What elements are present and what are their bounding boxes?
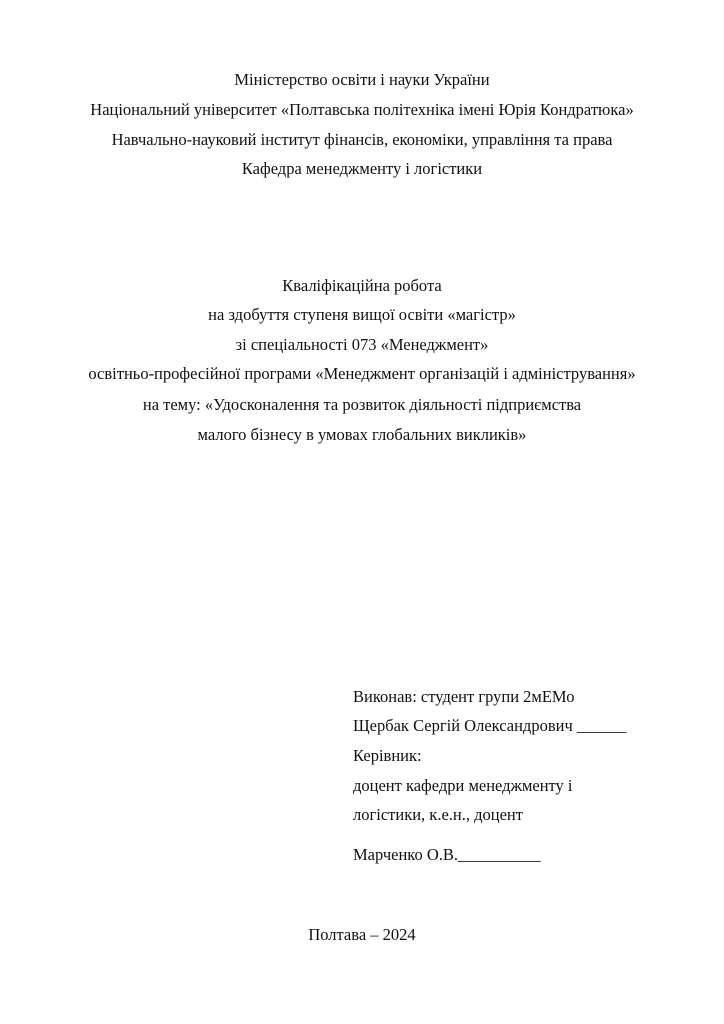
- supervisor-position-2: логістики, к.е.н., доцент: [353, 805, 523, 824]
- university-line: Національний університет «Полтавська політехніка імені Юрія Кондратюка»: [90, 100, 634, 119]
- work-type-line: Кваліфікаційна робота: [282, 276, 442, 295]
- supervisor-position-1: доцент кафедри менеджменту і: [353, 776, 573, 795]
- place-year: Полтава – 2024: [308, 925, 416, 944]
- performer-label: Виконав: студент групи 2мЕМо: [353, 687, 575, 706]
- department-line: Кафедра менеджменту і логістики: [241, 159, 483, 178]
- performer-name: Щербак Сергій Олександрович ______: [353, 716, 627, 735]
- topic-line-1: на тему: «Удосконалення та розвиток діяльності підприємства: [142, 395, 582, 414]
- ministry-line: Міністерство освіти і науки України: [234, 70, 490, 89]
- supervisor-label: Керівник:: [353, 746, 422, 765]
- program-line: освітньо-професійної програми «Менеджмент організацій і адміністрування»: [88, 364, 636, 383]
- institute-line: Навчально-науковий інститут фінансів, економіки, управління та права: [111, 130, 613, 149]
- specialty-line: зі спеціальності 073 «Менеджмент»: [235, 335, 489, 354]
- supervisor-name: Марченко О.В.__________: [353, 845, 541, 864]
- topic-line-2: малого бізнесу в умовах глобальних викликів»: [197, 425, 527, 444]
- degree-line: на здобуття ступеня вищої освіти «магістр»: [208, 305, 516, 324]
